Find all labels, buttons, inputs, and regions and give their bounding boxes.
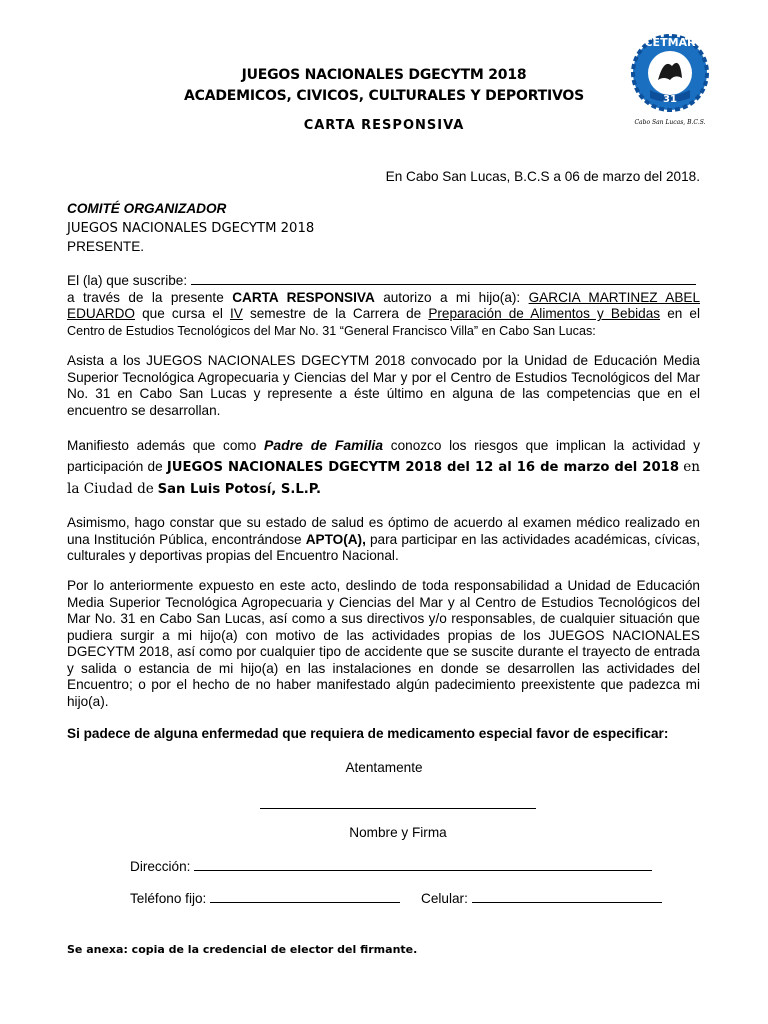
telefono-label: Teléfono fijo: — [130, 891, 207, 906]
signature-line[interactable] — [260, 808, 536, 809]
suscribe-blank — [191, 272, 696, 285]
date-line: En Cabo San Lucas, B.C.S a 06 de marzo del 2018. — [385, 169, 700, 184]
authorization-paragraph — [67, 272, 700, 339]
student-name-cont: EDUARDO — [67, 306, 135, 321]
addressee-event: JUEGOS NACIONALES DGECYTM 2018 — [67, 221, 315, 236]
medical-question: Si padece de alguna enfermedad que requiera de medicamento especial favor de especificar: — [67, 726, 669, 741]
apto-label: APTO(A), — [305, 531, 366, 547]
direccion-blank[interactable] — [194, 858, 652, 871]
logo-number: 31 — [663, 94, 677, 105]
carta-responsiva-inline: CARTA RESPONSIVA — [232, 289, 375, 305]
document-title: CARTA RESPONSIVA — [303, 118, 465, 133]
event-city: San Luis Potosí, S.L.P. — [157, 482, 322, 497]
name-signature-label: Nombre y Firma — [349, 825, 447, 840]
atentamente-label: Atentamente — [345, 760, 423, 775]
telefono-field — [130, 890, 400, 906]
logo-caption: Cabo San Lucas, B.C.S. — [634, 119, 706, 126]
annex-note: Se anexa: copia de la credencial de elector del firmante. — [67, 943, 418, 956]
health-paragraph: Asimismo, hago constar que su estado de salud es óptimo de acuerdo al examen médico realizado en una Institución Pública, encontrándose APTO(A), para participar en las actividades académicas, cívicas, culturales y deportivas propias del Encuentro Nacional. — [67, 515, 700, 563]
liability-paragraph: Por lo anteriormente expuesto en este acto, deslindo de toda responsabilidad a Unidad de Educación Media Superior Tecnológica Agropecuaria y Ciencias del Mar y al Centro de Estudios Tecnológicos del Mar No. 31 en Cabo San Lucas, así como a sus directivos y/o responsables, de cualquier situación que pudiera surgir a mi hijo(a) con motivo de las actividades propias de los JUEGOS NACIONALES DGECYTM 2018, así como por cualquier tipo de accidente que se suscite durante el trayecto de entrada y salida o estancia de mi hijo(a) en las instalaciones en donde se desarrollen las actividades del Encuentro; o por el hecho de no haber manifestado algún padecimiento preexistente que padezca mi hijo(a). — [67, 578, 700, 709]
direccion-label: Dirección: — [130, 859, 191, 874]
padre-familia: Padre de Familia — [264, 437, 384, 453]
student-name: GARCIA MARTINEZ ABEL — [528, 289, 701, 305]
direccion-field — [130, 858, 652, 874]
header-line1: JUEGOS NACIONALES DGECYTM 2018 — [241, 67, 527, 83]
celular-field — [421, 890, 662, 906]
participation-paragraph: Asista a los JUEGOS NACIONALES DGECYTM 2018 convocado por la Unidad de Educación Media Superior Tecnológica Agropecuaria y Ciencias del Mar y por el Centro de Estudios Tecnológicos del Mar No. 31 en Cabo San Lucas y represente a éste último en alguna de las competencias que en el encuentro se desarrollan. — [67, 353, 700, 418]
authorization-line-3: EDUARDO que cursa el IV semestre de la Carrera de Preparación de Alimentos y Bebidas en el — [67, 306, 701, 321]
school-line: Centro de Estudios Tecnológicos del Mar No. 31 “General Francisco Villa” en Cabo San Lucas: — [67, 323, 596, 338]
career-value: Preparación de Alimentos y Bebidas — [428, 306, 661, 321]
committee-label: COMITÉ ORGANIZADOR — [67, 201, 227, 216]
celular-blank[interactable] — [472, 890, 662, 903]
event-dates: JUEGOS NACIONALES DGECYTM 2018 del 12 al 16 de marzo del 2018 — [166, 460, 679, 475]
authorization-line-2: a través de la presente CARTA RESPONSIVA autorizo a mi hijo(a): GARCIA MARTINEZ ABEL — [67, 289, 701, 305]
header-line2: ACADEMICOS, CIVICOS, CULTURALES Y DEPORTIVOS — [184, 88, 584, 104]
presente-label: PRESENTE. — [67, 239, 145, 254]
parent-paragraph: Manifiesto además que como Padre de Familia conozco los riesgos que implican la actividad y participación de JUEGOS NACIONALES DGECYTM 2018 del 12 al 16 de marzo del 2018 en la Ciudad de San Luis Potosí, S.L.P. — [67, 437, 701, 497]
logo-top-text: CETMAR — [644, 36, 696, 49]
semester-value: IV — [229, 306, 243, 321]
suscribe-line — [67, 272, 700, 290]
celular-label: Celular: — [421, 891, 468, 906]
telefono-blank[interactable] — [210, 890, 400, 903]
suscribe-label: El (la) que suscribe: — [67, 273, 188, 288]
